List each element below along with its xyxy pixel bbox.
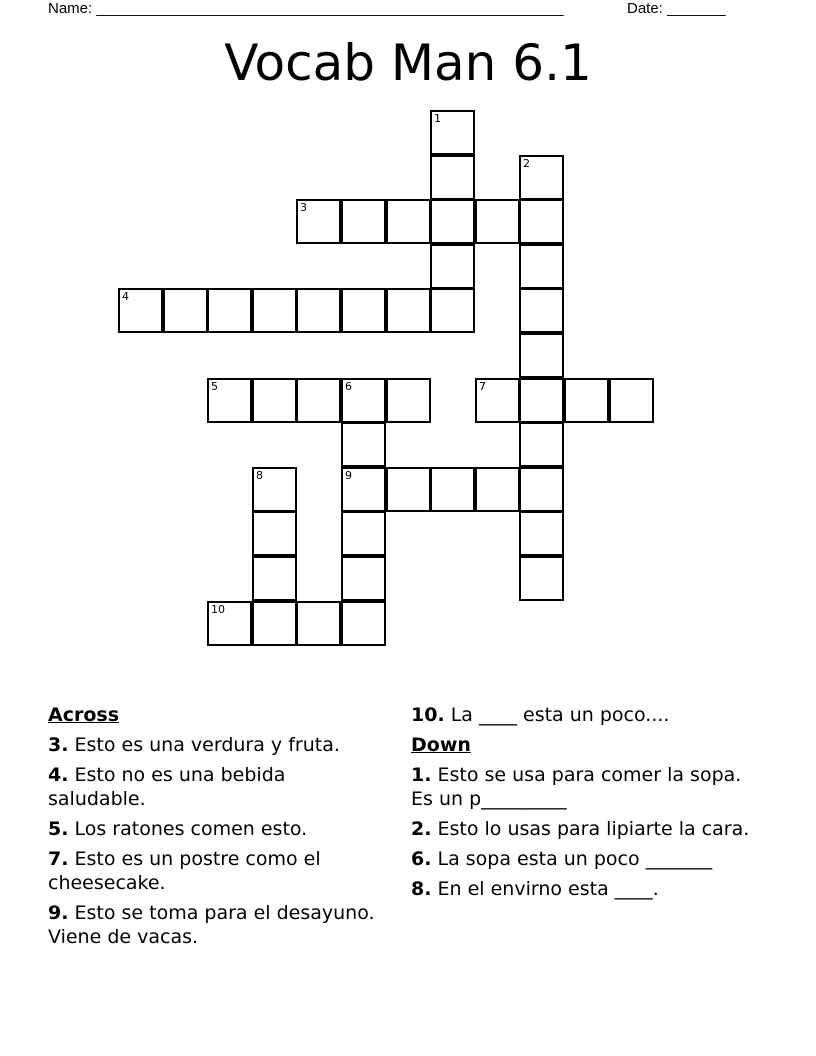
clue-text: Esto es una verdura y fruta. [68, 734, 340, 756]
crossword-cell[interactable] [386, 288, 431, 333]
across-clue-9 [48, 901, 388, 949]
crossword-cell[interactable] [386, 467, 431, 512]
clue-text: Esto no es una bebida saludable. [48, 764, 286, 810]
clue-text: En el envirno esta ____. [431, 878, 659, 900]
down-clue-2 [411, 817, 751, 841]
crossword-cell[interactable] [207, 288, 252, 333]
clues-right-column [411, 703, 751, 907]
cell-number: 4 [122, 290, 129, 303]
cell-number: 10 [211, 603, 225, 616]
clue-number: 1. [411, 764, 432, 786]
clue-number: 6. [411, 848, 432, 870]
crossword-cell[interactable] [519, 288, 564, 333]
crossword-cell[interactable] [252, 601, 297, 646]
crossword-cell[interactable] [519, 199, 564, 244]
crossword-cell[interactable] [296, 601, 341, 646]
crossword-cell[interactable] [564, 378, 609, 423]
down-heading: Down [411, 734, 471, 756]
cell-number: 3 [300, 201, 307, 214]
crossword-cell[interactable] [519, 467, 564, 512]
crossword-cell[interactable] [475, 199, 520, 244]
down-clue-6 [411, 847, 751, 871]
clue-text: La sopa esta un poco _______ [431, 848, 713, 870]
clue-text: Esto se toma para el desayuno. Viene de vacas. [48, 902, 375, 948]
crossword-cell[interactable] [519, 333, 564, 378]
clue-text: Esto se usa para comer la sopa. Es un p_________ [411, 764, 742, 810]
clue-number: 2. [411, 818, 432, 840]
crossword-cell[interactable] [341, 199, 386, 244]
crossword-cell[interactable] [341, 422, 386, 467]
clue-text: Los ratones comen esto. [68, 818, 308, 840]
crossword-cell[interactable] [207, 601, 252, 646]
crossword-cell[interactable] [475, 467, 520, 512]
clue-text: Esto lo usas para lipiarte la cara. [431, 818, 750, 840]
name-field-label: Name: ________________________________________________________ [48, 0, 564, 17]
crossword-cell[interactable] [386, 378, 431, 423]
crossword-cell[interactable] [519, 244, 564, 289]
cell-number: 6 [345, 380, 352, 393]
crossword-cell[interactable] [430, 244, 475, 289]
crossword-cell[interactable] [430, 288, 475, 333]
cell-number: 8 [256, 469, 263, 482]
crossword-cell[interactable] [519, 556, 564, 601]
across-clue-3 [48, 733, 388, 757]
page-title: Vocab Man 6.1 [224, 34, 592, 92]
crossword-cell[interactable] [475, 378, 520, 423]
crossword-cell[interactable] [609, 378, 654, 423]
crossword-cell[interactable] [252, 556, 297, 601]
crossword-cell[interactable] [341, 511, 386, 556]
across-clue-10 [411, 703, 751, 727]
date-field-label: Date: _______ [627, 0, 726, 17]
crossword-cell[interactable] [341, 556, 386, 601]
cell-number: 7 [479, 380, 486, 393]
crossword-cell[interactable] [118, 288, 163, 333]
crossword-cell[interactable] [252, 467, 297, 512]
clues-left-column [48, 703, 388, 955]
crossword-cell[interactable] [163, 288, 208, 333]
cell-number: 1 [434, 112, 441, 125]
crossword-cell[interactable] [386, 199, 431, 244]
cell-number: 5 [211, 380, 218, 393]
crossword-cell[interactable] [519, 155, 564, 200]
down-clue-8 [411, 877, 751, 901]
across-heading: Across [48, 704, 120, 726]
crossword-cell[interactable] [430, 155, 475, 200]
crossword-cell[interactable] [252, 288, 297, 333]
crossword-cell[interactable] [341, 288, 386, 333]
clue-number: 7. [48, 848, 69, 870]
crossword-cell[interactable] [341, 601, 386, 646]
crossword-cell[interactable] [341, 467, 386, 512]
cell-number: 2 [523, 157, 530, 170]
crossword-cell[interactable] [296, 378, 341, 423]
clue-number: 4. [48, 764, 69, 786]
clue-number: 8. [411, 878, 432, 900]
cell-number: 9 [345, 469, 352, 482]
crossword-cell[interactable] [207, 378, 252, 423]
crossword-cell[interactable] [430, 467, 475, 512]
down-clue-1 [411, 763, 751, 811]
clue-number: 10. [411, 704, 445, 726]
crossword-cell[interactable] [519, 378, 564, 423]
clue-text: Esto es un postre como el cheesecake. [48, 848, 321, 894]
crossword-cell[interactable] [252, 378, 297, 423]
crossword-cell[interactable] [341, 378, 386, 423]
clue-number: 9. [48, 902, 69, 924]
crossword-cell[interactable] [252, 511, 297, 556]
clue-text: La ____ esta un poco.... [444, 704, 670, 726]
clue-number: 5. [48, 818, 69, 840]
crossword-cell[interactable] [519, 422, 564, 467]
across-clue-4 [48, 763, 388, 811]
crossword-cell[interactable] [430, 110, 475, 155]
clue-number: 3. [48, 734, 69, 756]
crossword-cell[interactable] [430, 199, 475, 244]
crossword-cell[interactable] [296, 288, 341, 333]
crossword-cell[interactable] [519, 511, 564, 556]
across-clue-5 [48, 817, 388, 841]
crossword-cell[interactable] [296, 199, 341, 244]
across-clue-7 [48, 847, 388, 895]
